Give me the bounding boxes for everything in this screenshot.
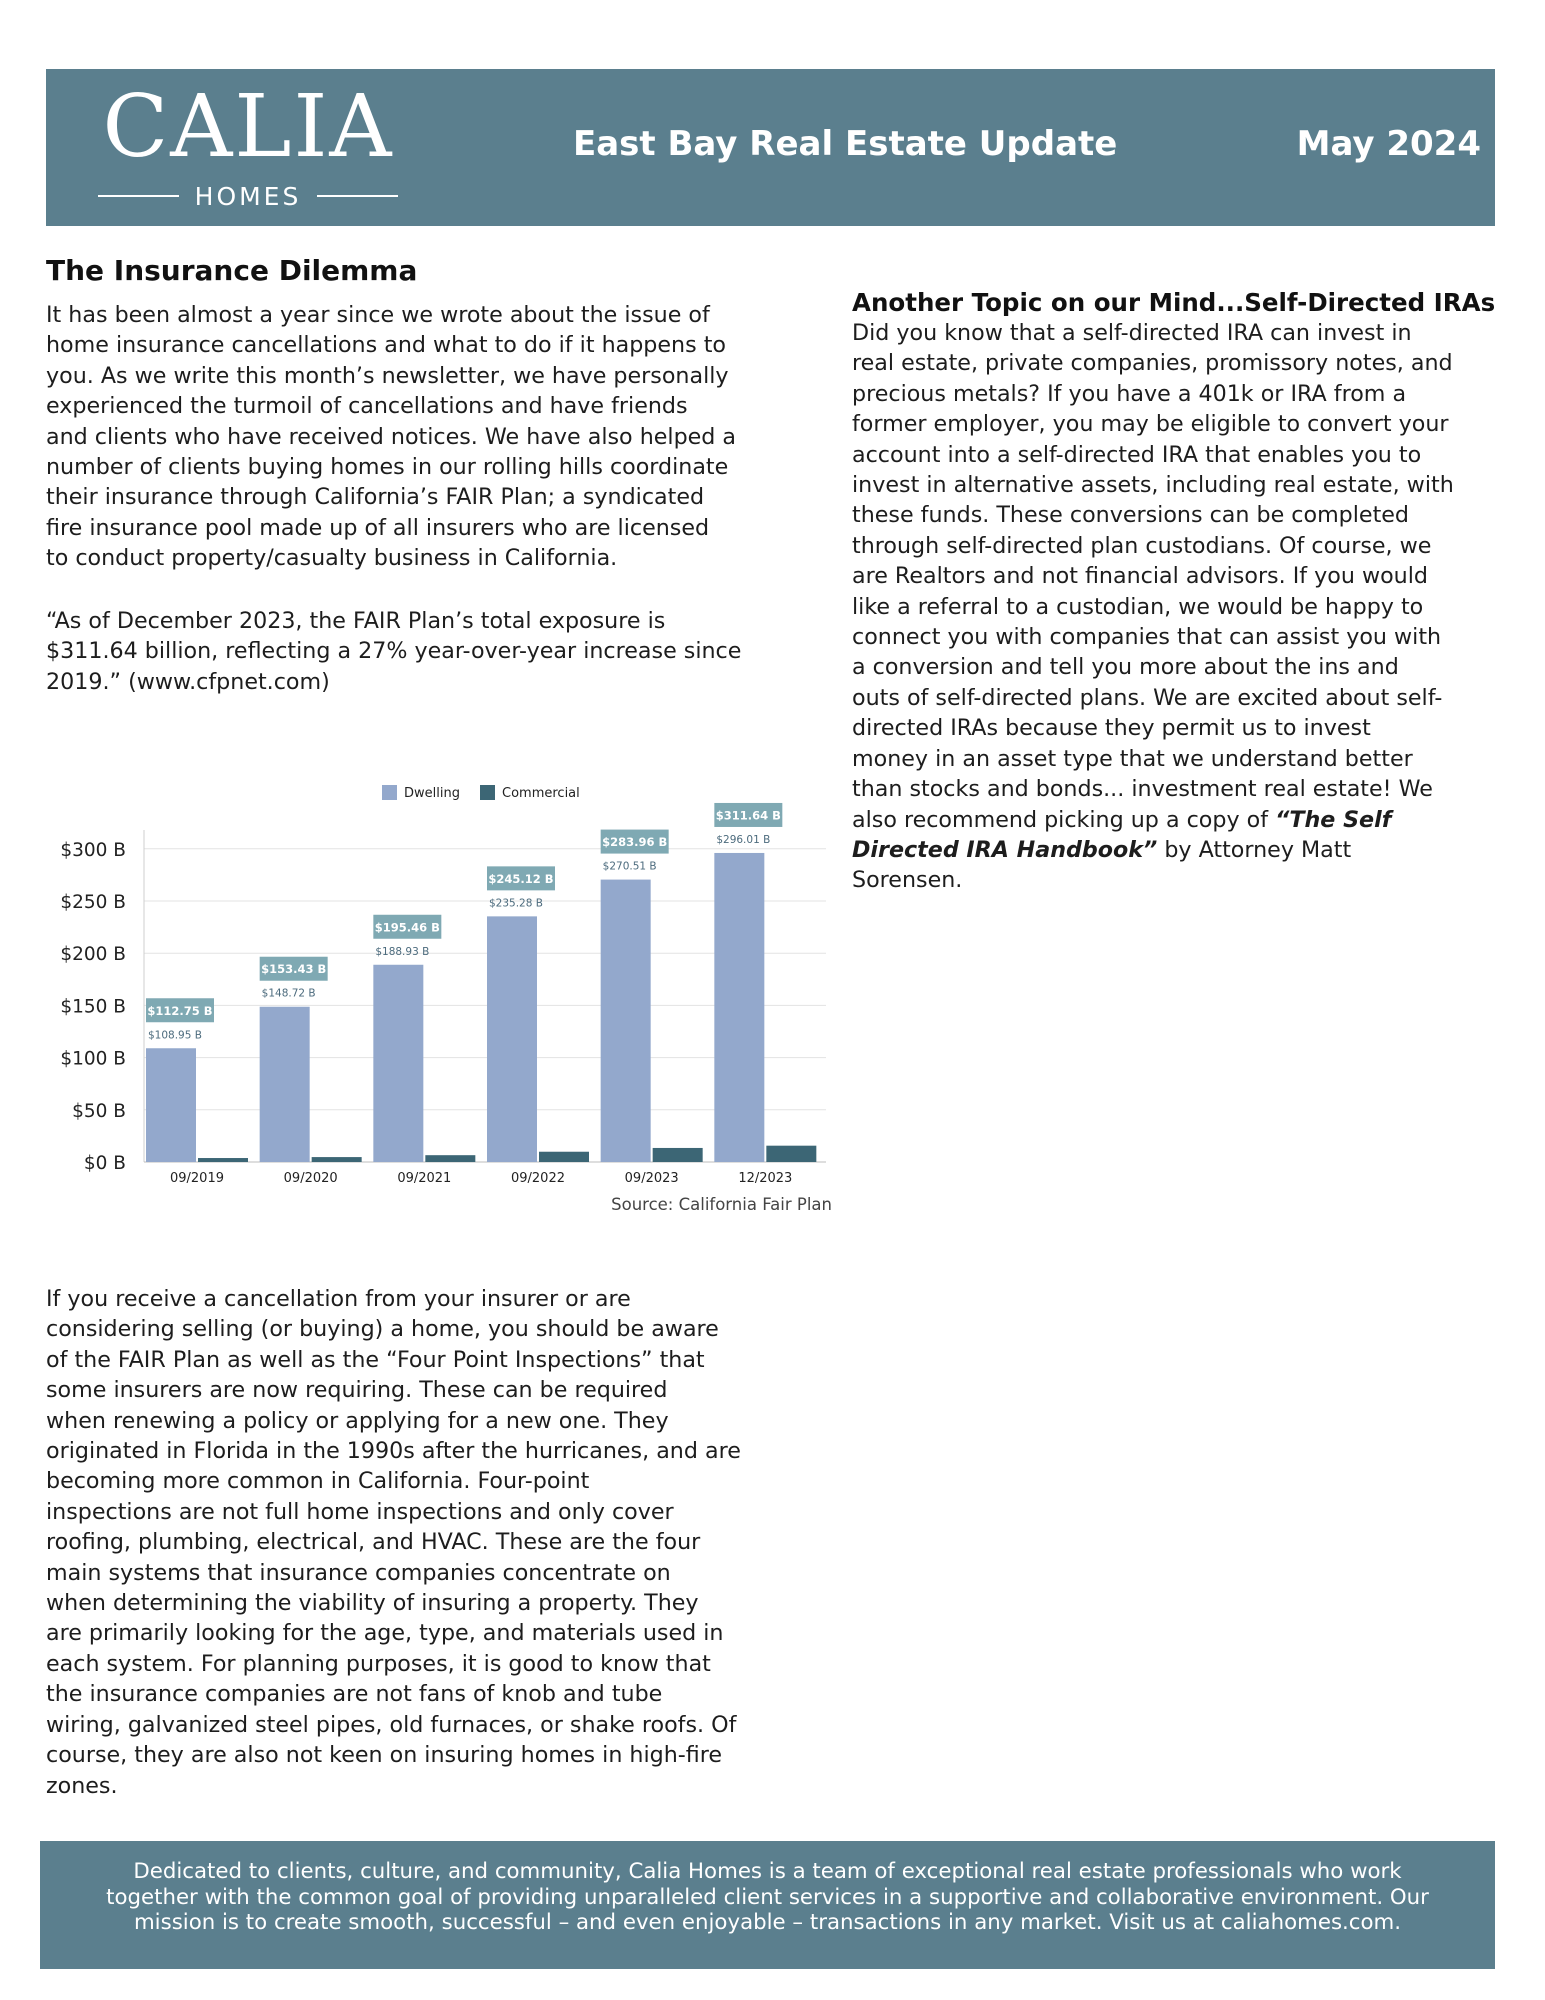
ira-body-end: by Attorney Matt Sorensen. [852,836,1352,894]
insurance-paragraph-3: If you receive a cancellation from your insurer or are considering selling (or buying) a home, you should be aware of the FAIR Plan as well as the “Four Point Inspections” that some insurers are now requiring. These can be required when renewing a policy or applying for a new one. They originated in Florida in the 1990s after the hurricanes, and are becoming more common in California. Four-point inspections are not full home inspections and only cover roofing, plumbing, electrical, and HVAC. These are the four main systems that insurance companies concentrate on when determining the viability of insuring a property. They are primarily looking for the age, type, and materials used in each system. For planning purposes, it is good to know that the insurance companies are not fans of knob and tube wiring, galvanized steel pipes, old furnaces, or shake roofs. Of course, they are also not keen on insuring homes in high-fire zones. [46,1286,741,1799]
dwelling-bar [714,853,764,1162]
dwelling-value-label: $296.01 B [716,833,771,846]
ira-paragraph [852,318,1502,896]
commercial-bar [766,1146,816,1162]
logo-rule-right [317,195,398,197]
newsletter-date: May 2024 [1296,124,1481,164]
logo-wordmark: CALIA [102,77,394,177]
newsletter-title: East Bay Real Estate Update [573,124,1118,164]
x-tick-label: 09/2021 [397,1171,452,1186]
header-banner [46,69,1495,226]
dwelling-bar [487,916,537,1162]
total-value-label: $245.12 B [488,871,554,886]
y-tick-label: $100 B [60,1048,126,1070]
logo-subtitle-text: HOMES [194,181,302,211]
footer-text: Dedicated to clients, culture, and community, Calia Homes is a team of exceptional real estate professionals who work together with the common goal of providing unparalleled client services in a supportive and collaborative environment. Our mission is to create smooth, successful – and even enjoyable – transactions in any market. Visit us at caliahomes.com. [106,1859,1429,1935]
legend-swatch-dwelling [382,785,397,800]
total-value-label: $311.64 B [715,808,781,823]
legend-label-commercial: Commercial [502,786,580,801]
logo-rule-left [98,195,179,197]
total-value-label: $195.46 B [374,920,440,935]
dwelling-bar [373,965,423,1162]
dwelling-bar [601,880,651,1162]
footer-banner [40,1841,1495,1969]
ira-book-title: “The Self Directed IRA Handbook” [852,806,1392,863]
total-value-label: $283.96 B [602,835,668,850]
insurance-paragraph-1: It has been almost a year since we wrote about the issue of home insurance cancellations and what to do if it happens to you. As we write this month’s newsletter, we have personally experienced the turmoil of cancellations and have friends and clients who have received notices. We have also helped a number of clients buying homes in our rolling hills coordinate their insurance through California’s FAIR Plan; a syndicated fire insurance pool made up of all insurers who are licensed to conduct property/casualty business in California. [46,302,737,572]
y-tick-label: $250 B [60,891,126,913]
legend-swatch-commercial [480,785,495,800]
dwelling-value-label: $235.28 B [489,897,543,910]
commercial-bar [539,1152,589,1162]
y-tick-label: $150 B [60,996,126,1018]
dwelling-value-label: $148.72 B [261,987,316,1000]
insurance-quote: “As of December 2023, the FAIR Plan’s total exposure is $311.64 billion, reflecting a 27% year-over-year increase since 2019.” (www.cfpnet.com) [46,608,742,695]
commercial-bar [425,1155,475,1162]
dwelling-value-label: $108.95 B [148,1029,202,1042]
dwelling-bar [146,1048,196,1162]
commercial-bar [312,1157,362,1162]
x-tick-label: 09/2022 [510,1171,566,1186]
y-tick-label: $50 B [72,1100,126,1122]
commercial-bar [653,1148,703,1162]
ira-heading: Another Topic on our Mind...Self-Directed IRAs [852,288,1496,317]
dwelling-bar [260,1007,310,1162]
y-tick-label: $0 B [83,1153,126,1174]
ira-body-text: Did you know that a self-directed IRA can invest in real estate, private companies, promissory notes, and precious metals? If you have a 401k or IRA from a former employer, you may be eligible to convert your account into a self-directed IRA that enables you to invest in alternative assets, including real estate, with these funds. These conversions can be completed through self-directed plan custodians. Of course, we are Realtors and not financial advisors. If you would like a referral to a custodian, we would be happy to connect you with companies that can assist you with a conversion and tell you more about the ins and outs of self-directed plans. We are excited about self- directed IRAs because they permit us to invest money in an asset type that we understand better than stocks and bonds... investment real estate! We also recommend picking up a copy of [852,320,1454,833]
dwelling-value-label: $270.51 B [602,860,657,873]
x-tick-label: 12/2023 [738,1171,793,1186]
chart-source: Source: California Fair Plan [611,1195,832,1214]
y-tick-label: $300 B [60,839,126,861]
insurance-heading: The Insurance Dilemma [46,254,418,287]
fair-plan-exposure-chart [46,770,846,1230]
x-tick-label: 09/2019 [169,1171,225,1186]
y-tick-label: $200 B [60,944,126,966]
commercial-bar [198,1158,248,1162]
legend-label-dwelling: Dwelling [404,786,460,801]
x-tick-label: 09/2020 [283,1171,338,1186]
x-tick-label: 09/2023 [624,1171,679,1186]
dwelling-value-label: $188.93 B [375,945,430,958]
total-value-label: $153.43 B [261,962,327,977]
total-value-label: $112.75 B [147,1003,213,1018]
chart-svg [46,770,846,1190]
logo-subtitle [98,181,398,211]
